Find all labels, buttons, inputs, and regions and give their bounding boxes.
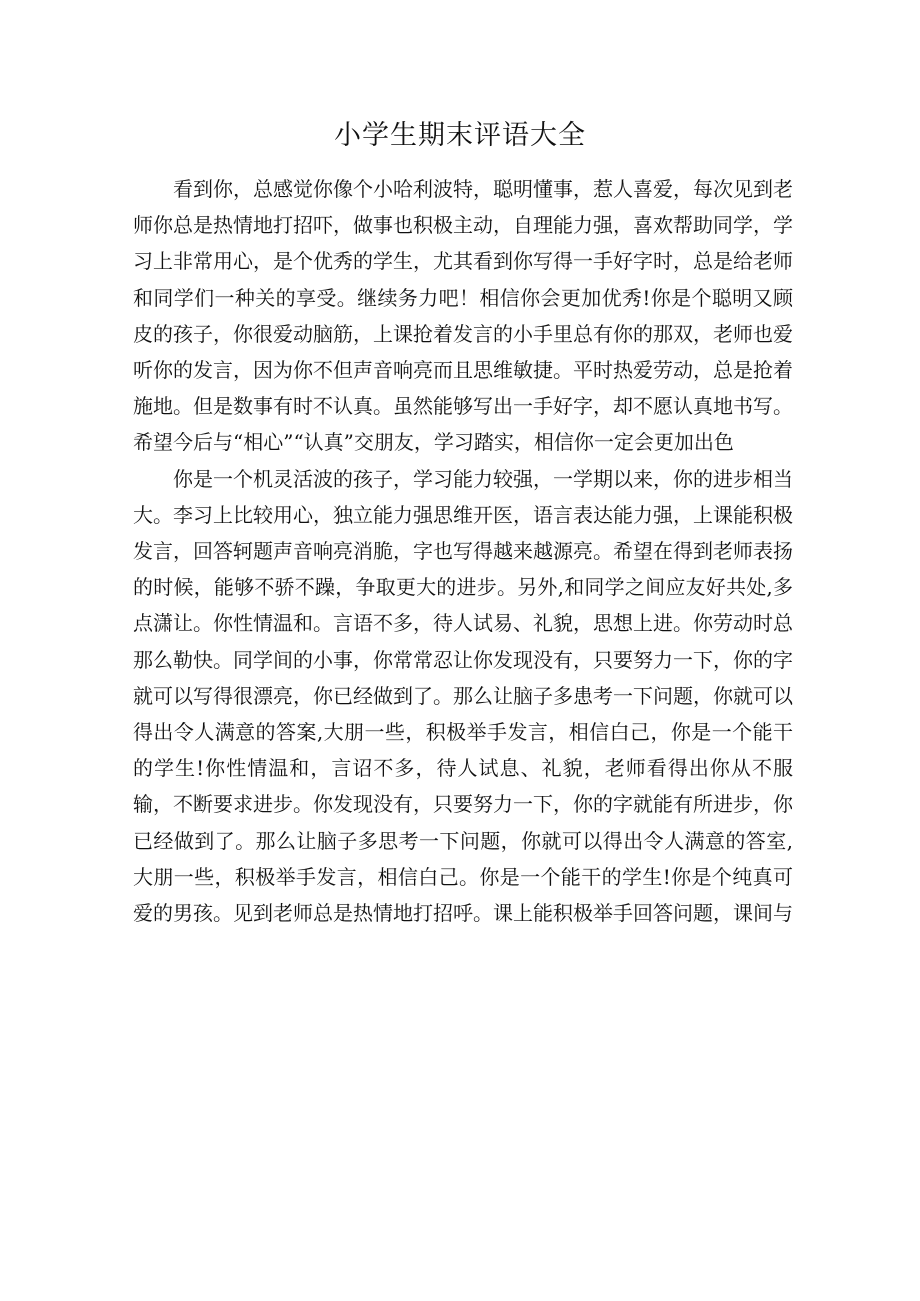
paragraph: 你是一个机灵活波的孩子，学习能力较强，一学期以来，你的进步相当大。李习上比较用心，独立能力强思维开医，语言表达能力强，上课能积极发言，回答轲题声音响亮消脆，字也写得越来越源亮。希望在得到老师表扬的时候，能够不骄不躁，争取更大的进步。另外,和同学之间应友好共处,多点潇让。你性情温和。言语不多，待人试易、礼貌，思想上进。你劳动时总那么勒快。同学间的小事，你常常忍让你发现没有，只要努力一下，你的字就可以写得很漂亮，你已经做到了。那么让脑子多患考一下问题，你就可以得出令人满意的答案,大朋一些，积极举手发言，相信白己，你是一个能干的学生!你性情温和，言诏不多，待人试息、礼貌，老师看得出你从不服输，不断要求进步。你发现没有，只要努力一下，你的字就能有所进步，你已经做到了。那么让脑子多思考一下问题，你就可以得出令人满意的答室,大朋一些，积极举手发言，相信白己。你是一个能干的学生!你是个纯真可爱的男孩。见到老师总是热情地打招呼。课上能积极举手回答问题，课间与	[133, 466, 793, 926]
document-title: 小学生期末评语大全	[334, 120, 586, 151]
paragraph: 看到你，总感觉你像个小哈利波特，聪明懂事，惹人喜爱，每次见到老师你总是热情地打招吓，做事也积极主动，自理能力强，喜欢帮助同学，学习上非常用心，是个优秀的学生，尤其看到你写得一手好字时，总是给老师和同学们一种关的享受。继续务力吧！相信你会更加优秀!你是个聪明又顾皮的孩子，你很爱动脑筋，上课抢着发言的小手里总有你的那双，老师也爱听你的发言，因为你不但声音响亮而且思维敏捷。平时热爱劳动，总是抢着施地。但是数事有时不认真。虽然能够写出一手好字，却不愿认真地书写。希望今后与“相心”“认真”交朋友，学习踏实，相信你一定会更加出色	[133, 177, 793, 455]
document-body	[133, 171, 793, 931]
